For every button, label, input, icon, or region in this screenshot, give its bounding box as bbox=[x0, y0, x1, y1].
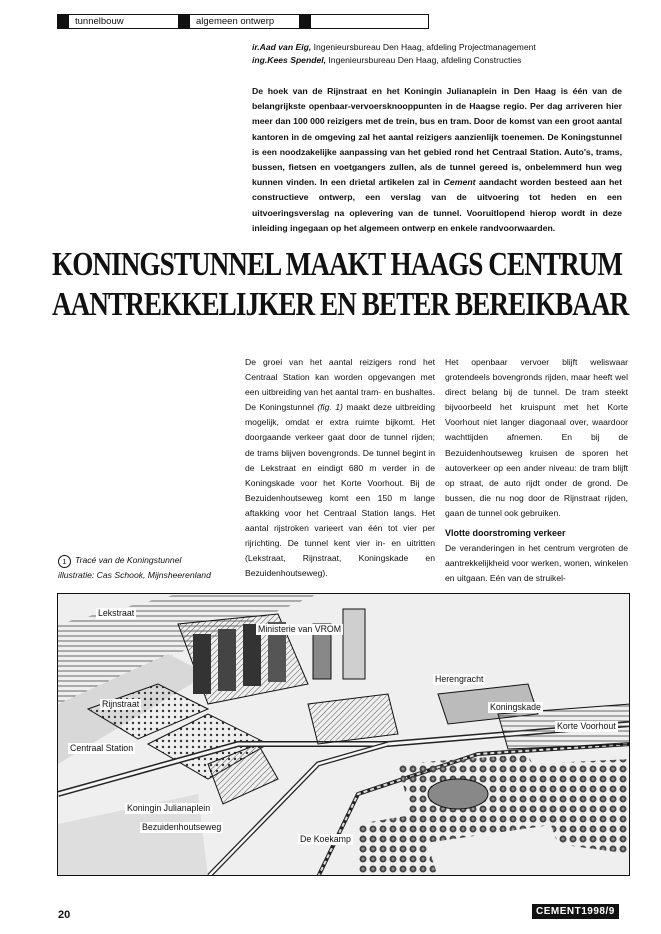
intro-paragraph bbox=[252, 84, 622, 236]
pond bbox=[428, 779, 488, 809]
label-de-koekamp: De Koekamp bbox=[300, 834, 351, 844]
journal-badge: CEMENT1998/9 bbox=[532, 904, 619, 919]
label-ministerie-vrom: Ministerie van VROM bbox=[258, 624, 342, 634]
intro-text: De hoek van de Rijnstraat en het Koningin Julianaplein in Den Haag is één van de belangrijkste openbaar-vervoersknooppunten in de Haagse regio. Per dag arriveren hier meer dan 100 000 reizigers met de trein, bus en tram. Door de komst van een groot aantal kantoren in de omgeving zal het aantal reizigers aanzienlijk toenemen. De Koningstunnel is een noodzakelijke aanpassing van het gebied rond het Centraal Station. Auto's, trams, bussen, fietsen en voetgangers zullen, als de tunnel gereed is, onbelemmerd hun weg kunnen vinden. In een drietal artikelen zal in bbox=[252, 86, 622, 188]
caption-line bbox=[58, 553, 211, 568]
tab-marker bbox=[179, 15, 190, 28]
section-tab-bar bbox=[57, 14, 429, 29]
tab-label: tunnelbouw bbox=[75, 16, 124, 27]
body-text: Het openbaar vervoer blijft weliswaar grotendeels bovengronds rijden, maar heeft wel direct belang bij de tunnel. De tram steekt bijvoorbeeld het kruispunt met het Korte Voorhout niet langer diagonaal over, waardoor wachttijden afnemen. En bij de Bezuidenhoutseweg kruisen de sporen het autoverkeer op een ander niveau: de tram blijft op straat, de auto rijdt onder de grond. De bussen, die nu nog door de Rijnstraat rijden, gaan de tunnel ook gebruiken. bbox=[445, 357, 628, 518]
figure-reference: (fig. 1) bbox=[317, 402, 343, 413]
tower-block bbox=[193, 634, 211, 694]
author-affiliation: Ingenieursbureau Den Haag, afdeling Projectmanagement bbox=[311, 42, 536, 52]
intro-journal-name: Cement bbox=[443, 177, 476, 188]
author-name: ir.Aad van Eig, bbox=[252, 42, 312, 52]
label-herengracht: Herengracht bbox=[435, 674, 484, 684]
article-headline bbox=[52, 245, 629, 325]
tab-marker bbox=[58, 15, 69, 28]
headline-line-2: AANTREKKELIJKER EN BETER BEREIKBAAR bbox=[52, 286, 629, 323]
body-text: De veranderingen in het centrum vergroten de aantrekkelijkheid voor werken, wonen, winkelen en uitgaan. Eén van de struikel- bbox=[445, 543, 628, 584]
figure-number-badge: 1 bbox=[58, 555, 71, 568]
label-koningskade: Koningskade bbox=[490, 702, 541, 712]
tab-algemeen-ontwerp bbox=[179, 15, 300, 28]
label-korte-voorhout: Korte Voorhout bbox=[557, 721, 616, 731]
headline-line-1: KONINGSTUNNEL MAAKT HAAGS CENTRUM bbox=[52, 246, 623, 283]
author-list bbox=[252, 41, 536, 67]
author-line bbox=[252, 54, 536, 67]
caption-title: Tracé van de Koningstunnel bbox=[75, 555, 182, 565]
figure-caption bbox=[58, 553, 211, 582]
page-number: 20 bbox=[58, 909, 71, 921]
author-name: ing.Kees Spendel, bbox=[252, 55, 327, 65]
caption-credit: illustratie: Cas Schook, Mijnsheerenland bbox=[58, 570, 211, 580]
label-koningin-julianaplein: Koningin Julianaplein bbox=[127, 803, 211, 813]
tab-label: algemeen ontwerp bbox=[196, 16, 275, 27]
body-column-2 bbox=[445, 355, 628, 586]
tower-right bbox=[343, 609, 365, 679]
body-text: De groei van het aantal reizigers rond het Centraal Station kan worden opgevangen met een uitbreiding van het aantal tram- en bushaltes. De Koningstunnel bbox=[245, 357, 435, 413]
body-text: maakt deze uitbreiding mogelijk, omdat er extra ruimte bijkomt. Het doorgaande verkeer gaat door de tunnel rijden; de trams blijven bovengronds. De tunnel begint in de Lekstraat en eindigt 680 m verder in de Koningskade voor het Korte Voorhout. Bij de Bezuidenhoutseweg komt een 150 m lange aftakking voor het Centraal Station langs. Het aantal rijstroken varieert van één tot vier per rijrichting. De tunnel kent vier in- en uitritten (Lekstraat, Rijnstraat, Koningskade en Bezuidenhoutseweg). bbox=[245, 402, 436, 579]
label-lekstraat: Lekstraat bbox=[98, 608, 135, 618]
label-bezuidenhoutseweg: Bezuidenhoutseweg bbox=[142, 822, 222, 832]
section-subheading: Vlotte doorstroming verkeer bbox=[445, 528, 566, 539]
label-centraal-station: Centraal Station bbox=[70, 743, 134, 753]
author-line bbox=[252, 41, 536, 54]
tunnel-route-illustration bbox=[57, 593, 630, 876]
tab-marker bbox=[300, 15, 311, 28]
label-rijnstraat: Rijnstraat bbox=[102, 699, 140, 709]
body-column-1 bbox=[245, 355, 435, 581]
tab-empty bbox=[300, 15, 428, 28]
author-affiliation: Ingenieursbureau Den Haag, afdeling Constructies bbox=[326, 55, 522, 65]
tower-block bbox=[218, 629, 236, 691]
tab-tunnelbouw bbox=[58, 15, 179, 28]
intro-text: aandacht worden besteed aan het constructieve ontwerp, een verslag van de uitvoering tot heden en een uitvoeringsverslag na oplevering van de tunnel. Vooruitlopend hierop wordt in deze inleiding ingegaan op het algemeen ontwerp en enkele randvoorwaarden. bbox=[252, 177, 622, 233]
